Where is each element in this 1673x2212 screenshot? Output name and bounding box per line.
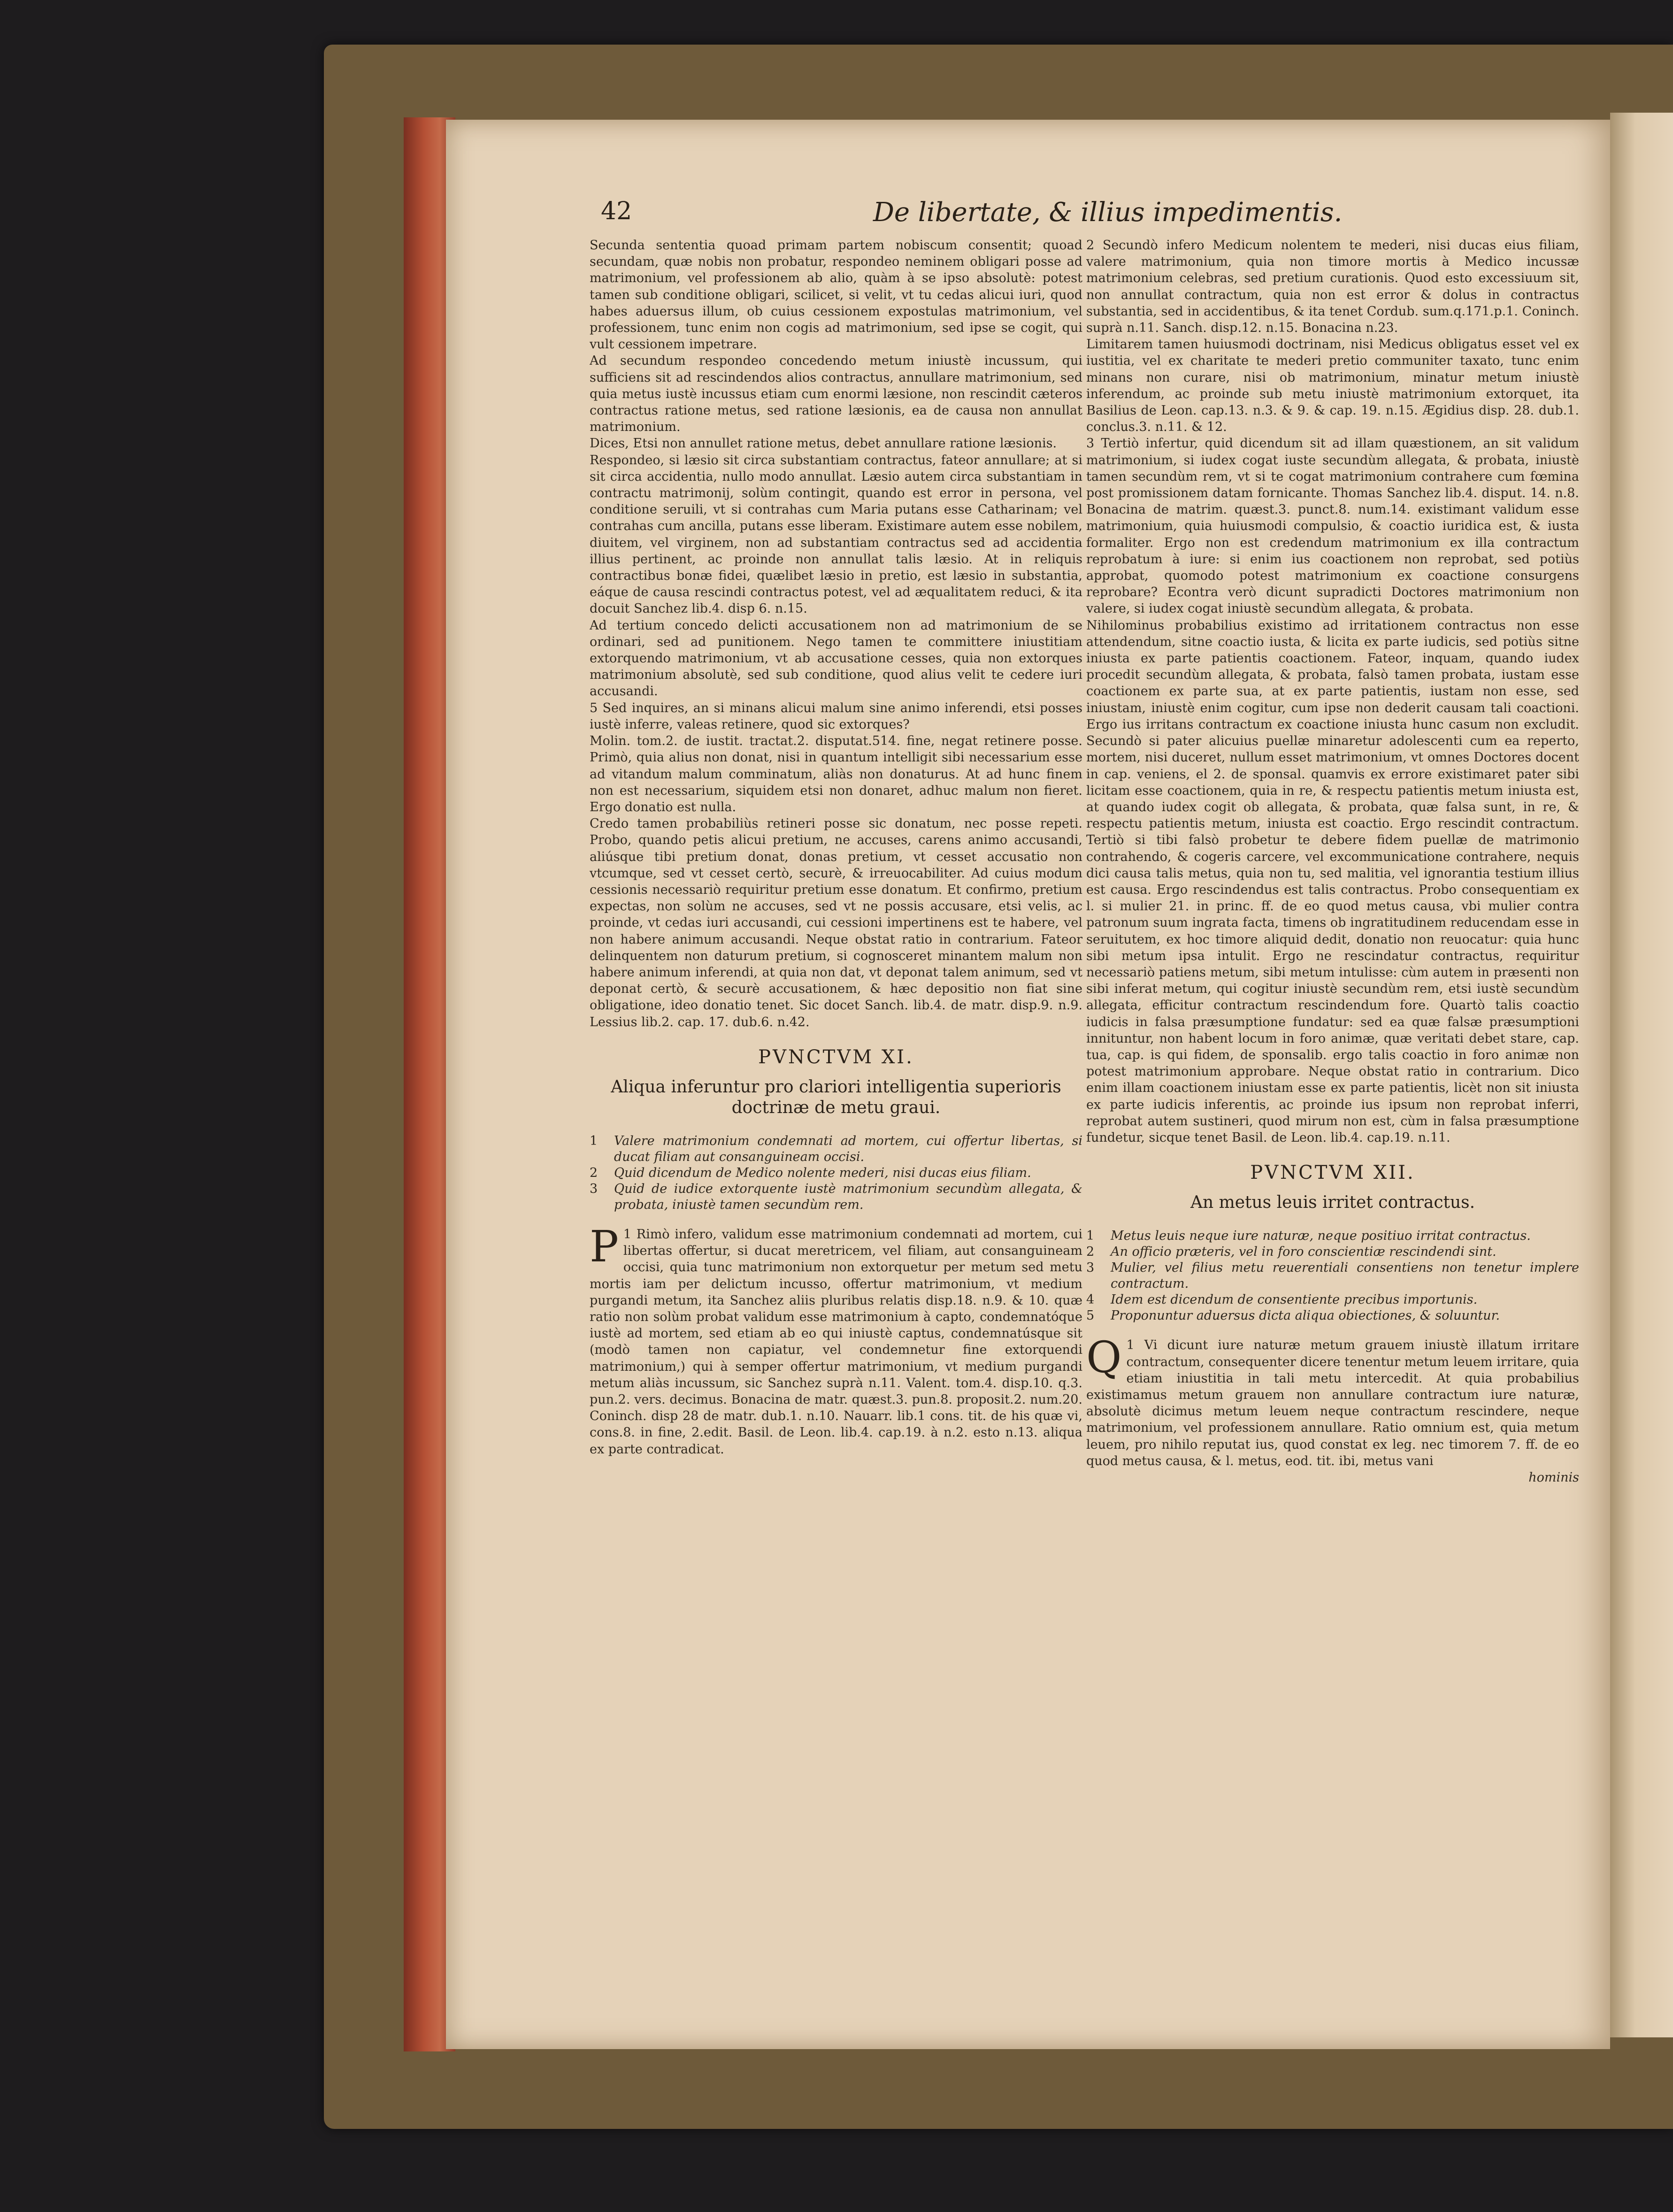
paragraph: Secunda sententia quoad primam partem nobiscum consentit; quoad secundam, quæ nobis non probatur, respondeo neminem obligari posse ad matrimonium, vel professionem ab alio, quàm à se ipso absolutè: potest tamen sub conditione obligari, scilicet, si velit, vt tu cedas alicui iuri, quod habes aduersus illum, ob cuius cessionem expostulas matrimonium, vel professionem, tunc enim non cogis ad matrimonium, sed ipse se cogit, qui vult cessionem impetrare. xyxy=(590,238,1082,352)
left-column xyxy=(590,237,1082,1908)
paragraph: Dices, Etsi non annullet ratione metus, debet annullare ratione læsionis. xyxy=(590,436,1057,451)
summary-item: 1 Metus leuis neque iure naturæ, neque positiuo irritat contractus. xyxy=(1086,1229,1531,1244)
catchword: hominis xyxy=(1528,1470,1579,1485)
paragraph: 5 Sed inquires, an si minans alicui malum sine animo inferendi, etsi posses iustè inferre, valeas retinere, quod sic extorques? xyxy=(590,700,1082,732)
right-column xyxy=(1086,237,1579,1918)
paragraph: Molin. tom.2. de iustit. tractat.2. disputat.514. fine, negat retinere posse. Primò, quia alius non donat, nisi in quantum intelligit sibi necessarium esse ad vitandum malum comminatum, aliàs non donaturus. At ad hunc finem non est necessarium, siquidem etsi non donaret, adhuc malum non fieret. Ergo donatio est nulla. xyxy=(590,734,1082,814)
paragraph: Respondeo, si læsio sit circa substantiam contractus, fateor annullare; at si sit circa accidentia, nullo modo annullat. Læsio autem circa substantiam in contractu matrimonij, solùm contingit, quando est error in persona, vel conditione seruili, vt si contrahas cum Maria putans esse Catharinam; vel contrahas cum ancilla, putans esse liberam. Existimare autem esse nobilem, diuitem, vel virginem, non ad substantiam contractus sed ad accidentia illius pertinent, ac proinde non annullat talis læsio. At in reliquis contractibus bonæ fidei, quælibet læsio in pretio, est læsio in substantia, eáque de causa rescindi contractus potest, vel ad æqualitatem reduci, & ita docuit Sanchez lib.4. disp 6. n.15. xyxy=(590,453,1082,616)
paragraph: Q 1 Vi dicunt iure naturæ metum grauem iniustè illatum irritare contractum, consequenter dicere tenentur metum leuem irritare, quia etiam iniustitia in tali metu intercedit. At quia probabilius existimamus metum grauem non annullare contractum iure naturæ, absolutè dicimus metum leuem neque contractum rescindere, neque matrimonium, vel professionem annullare. Ratio omnium est, quia metum leuem, pro nihilo reputat ius, quod constat ex leg. nec timorem 7. ff. de eo quod metus causa, & l. metus, eod. tit. ibi, metus vani xyxy=(1086,1332,1579,1468)
section-title: PVNCTVM XII. xyxy=(1250,1162,1415,1184)
drop-cap: P xyxy=(590,1221,619,1272)
summary-item: 2 An officio præteris, vel in foro conscientiæ rescindendi sint. xyxy=(1086,1244,1496,1260)
summary-list xyxy=(1086,1228,1579,1324)
paragraph: Ad tertium concedo delicti accusationem non ad matrimonium de se ordinari, sed ad punitionem. Nego tamen te committere iniustitiam extorquendo matrimonium, vt ab accusatione cesses, quia non extorques matrimonium absolutè, sed sub conditione, quod alius velit te cedere iuri accusandi. xyxy=(590,618,1082,699)
section-subtitle: An metus leuis irritet contractus. xyxy=(1190,1193,1475,1213)
summary-item: 2 Quid dicendum de Medico nolente mederi, nisi ducas eius filiam. xyxy=(590,1165,1031,1180)
section-subtitle: Aliqua inferuntur pro clariori intelligentia superioris doctrinæ de metu graui. xyxy=(611,1077,1061,1117)
paragraph: Credo tamen probabiliùs retineri posse sic donatum, nec posse repeti. Probo, quando petis alicui pretium, ne accuses, carens animo accusandi, aliúsque tibi pretium donat, donas pretium, vt cesset accusatio non vtcumque, sed vt cesset certò, securè, & irreuocabiliter. Ad cuius modum cessionis necessariò requiritur pretium esse donatum. Et confirmo, pretium expectas, non solùm ne accuses, sed vt ne possis accusare, etsi velis, ac proinde, vt cedas iuri accusandi, cui cessioni impertinens est te habere, vel non habere animum accusandi. Neque obstat ratio in contrarium. Fateor delinquentem non daturum pretium, si cognosceret minantem malum non habere animum inferendi, at quia non dat, vt deponat talem animum, sed vt deponat certò, & securè accusationem, & hæc depositio non fiat sine obligatione, ideo donatio tenet. Sic docet Sanch. lib.4. de matr. disp.9. n.9. Lessius lib.2. cap. 17. dub.6. n.42. xyxy=(590,816,1082,1029)
page-number: 42 xyxy=(601,197,632,225)
summary-item: 5 Proponuntur aduersus dicta aliqua obiectiones, & soluuntur. xyxy=(1086,1308,1500,1323)
summary-item: 3 Mulier, vel filius metu reuerentiali consentiens non tenetur implere contractum. xyxy=(1086,1260,1579,1291)
paragraph: Ad secundum respondeo concedendo metum iniustè incussum, qui sufficiens sit ad rescindendos alios contractus, annullare matrimonium, sed quia metus iustè incussus etiam cum enormi læsione, non rescindit cæteros contractus ratione metus, sed ratione læsionis, ea de causa non annullat matrimonium. xyxy=(590,353,1082,435)
paragraph: Limitarem tamen huiusmodi doctrinam, nisi Medicus obligatus esset vel ex iustitia, vel ex charitate te mederi pretio communiter taxato, tunc enim minans non curare, nisi ob matrimonium, minatur metum iniustè inferendum, ac proinde sub metu iniustè matrimonium extorquet, ita Basilius de Leon. cap.13. n.3. & 9. & cap. 19. n.15. Ægidius disp. 28. dub.1. conclus.3. n.11. & 12. xyxy=(1086,337,1579,435)
paragraph: P 1 Rimò infero, validum esse matrimonium condemnati ad mortem, cui libertas offertur, si ducat meretricem, vel filiam, aut consanguineam occisi, quia tunc matrimonium non extorquetur per metum sed metu mortis iam per delictum incusso, offertur matrimonium, vt medium purgandi metum, ita Sanchez aliis pluribus relatis disp.18. n.9. & 10. quæ ratio non solùm probat validum esse matrimonium à capto, condemnatóque iustè ad mortem, sed etiam ab eo qui iniustè captus, condemnatúsque sit (modò tamen non capiatur, vel condemnetur fine extorquendi matrimonium,) qui à semper offertur matrimonium, vt medium purgandi metum aliàs incussum, sic Sanchez suprà n.11. Valent. tom.4. disp.10. q.3. pun.2. vers. decimus. Bonacina de matr. quæst.3. pun.8. proposit.2. num.20. Coninch. disp 28 de matr. dub.1. n.10. Nauarr. lib.1 cons. tit. de his quæ vi, cons.8. in fine, 2.edit. Basil. de Leon. lib.4. cap.19. à n.2. esto n.13. aliqua ex parte contradicat. xyxy=(590,1221,1082,1457)
summary-item: 3 Quid de iudice extorquente iustè matrimonium secundùm allegata, & probata, iniustè tamen secundùm rem. xyxy=(590,1181,1082,1212)
paragraph: 3 Tertiò infertur, quid dicendum sit ad illam quæstionem, an sit validum matrimonium, si iudex cogat iuste secundùm allegata, & probata, iniustè tamen secundùm rem, vt si te cogat matrimonium contrahere cum fœmina post promissionem datam fornicante. Thomas Sanchez lib.4. disput. 14. n.8. Bonacina de matrim. quæst.3. punct.8. num.14. existimant validum esse matrimonium, quia huiusmodi compulsio, & coactio iuridica est, & iusta formaliter. Ergo non est credendum matrimonium ex illa contractum reprobatum à iure: si enim ius coactionem non reprobat, sed potiùs approbat, quomodo potest matrimonium ex coactione consurgens reprobare? Econtra verò dicunt supradicti Doctores matrimonium non valere, si iudex cogat iniustè secundùm allegata, & probata. xyxy=(1086,436,1579,616)
running-head xyxy=(601,197,1343,230)
summary-item: 1 Valere matrimonium condemnati ad mortem, cui offertur libertas, si ducat filiam aut consanguineam occisi. xyxy=(590,1133,1082,1164)
summary-list xyxy=(590,1133,1082,1213)
drop-cap: Q xyxy=(1086,1332,1122,1383)
paragraph: Nihilominus probabilius existimo ad irritationem contractus non esse attendendum, sitne coactio iusta, & licita ex parte iudicis, sed potiùs sitne iniusta ex parte patientis coactionem. Fateor, inquam, quando iudex procedit secundùm allegata, & probata, falsò tamen probata, iustam esse coactionem ex parte sua, at ex parte patientis, iustam non esse, sed iniustam, iniustè enim cogitur, cum ipse non dederit causam tali coactioni. Ergo ius irritans contractum ex coactione iniusta hunc casum non excludit. Secundò si pater alicuius puellæ minaretur adolescenti cum ea reperto, mortem, nisi duceret, nullum esset matrimonium, vt omnes Doctores docent in cap. veniens, el 2. de sponsal. quamvis ex errore existimaret pater sibi licitam esse coactionem, quia in re, & respectu patientis metum iniusta est, at quando iudex cogit ob allegata, & probata, quæ falsa sunt, in re, & respectu patientis metum, iniusta est coactio. Ergo rescindit contractum. Tertiò si tibi falsò probetur te debere fidem puellæ de matrimonio contrahendo, & cogeris carcere, vel excommunicatione contrahere, nequis dici causa talis metus, quia non tu, sed malitia, vel ignorantia testium illius est causa. Ergo rescindendus est talis contractus. Probo consequentiam ex l. si mulier 21. in princ. ff. de eo quod metus causa, vbi mulier contra patronum suum ingrata facta, timens ob ingratitudinem reducendam esse in seruitutem, ex hoc timore aliquid dedit, donatio non reuocatur: quia hunc sibi metum ipsa intulit. Ergo ne rescindatur contractus, requiritur necessariò patiens metum, sibi metum intulisse: cùm autem in præsenti non sibi inferat metum, qui cogitur iniustè secundùm rem, etsi iustè secundùm allegata, efficitur contractum rescindendum fore. Quartò talis coactio iudicis in falsa præsumptione fundatur: sed ea quæ falsæ præsumptioni innituntur, non habent locum in foro animæ, quæ veritati debet stare, cap. tua, cap. is qui fidem, de sponsalib. ergo talis coactio in foro animæ non potest matrimonium approbare. Neque obstat ratio in contrarium. Dico enim illam coactionem iniustam esse ex parte patientis, licèt non sit iniusta ex parte iudicis inferentis, ac proinde ius ipsum non reprobat inferri, reprobat autem sustineri, quod mirum non est, cùm in falsa præsumptione fundetur, sicque tenet Basil. de Leon. lib.4. cap.19. n.11. xyxy=(1086,618,1579,1145)
facing-page-edge xyxy=(1610,113,1673,2037)
page-title: De libertate, & illius impedimentis. xyxy=(873,197,1343,228)
section-title: PVNCTVM XI. xyxy=(758,1046,914,1068)
paragraph: 2 Secundò infero Medicum nolentem te mederi, nisi ducas eius filiam, valere matrimonium, quia non timore mortis à Medico incussæ matrimonium celebras, sed pretium curationis. Quod esto excessiuum sit, non annullat contractum, quia non est error & dolus in contractus substantia, sed in accidentibus, & ita tenet Cordub. sum.q.171.p.1. Coninch. suprà n.11. Sanch. disp.12. n.15. Bonacina n.23. xyxy=(1086,238,1579,336)
summary-item: 4 Idem est dicendum de consentiente precibus importunis. xyxy=(1086,1292,1478,1307)
